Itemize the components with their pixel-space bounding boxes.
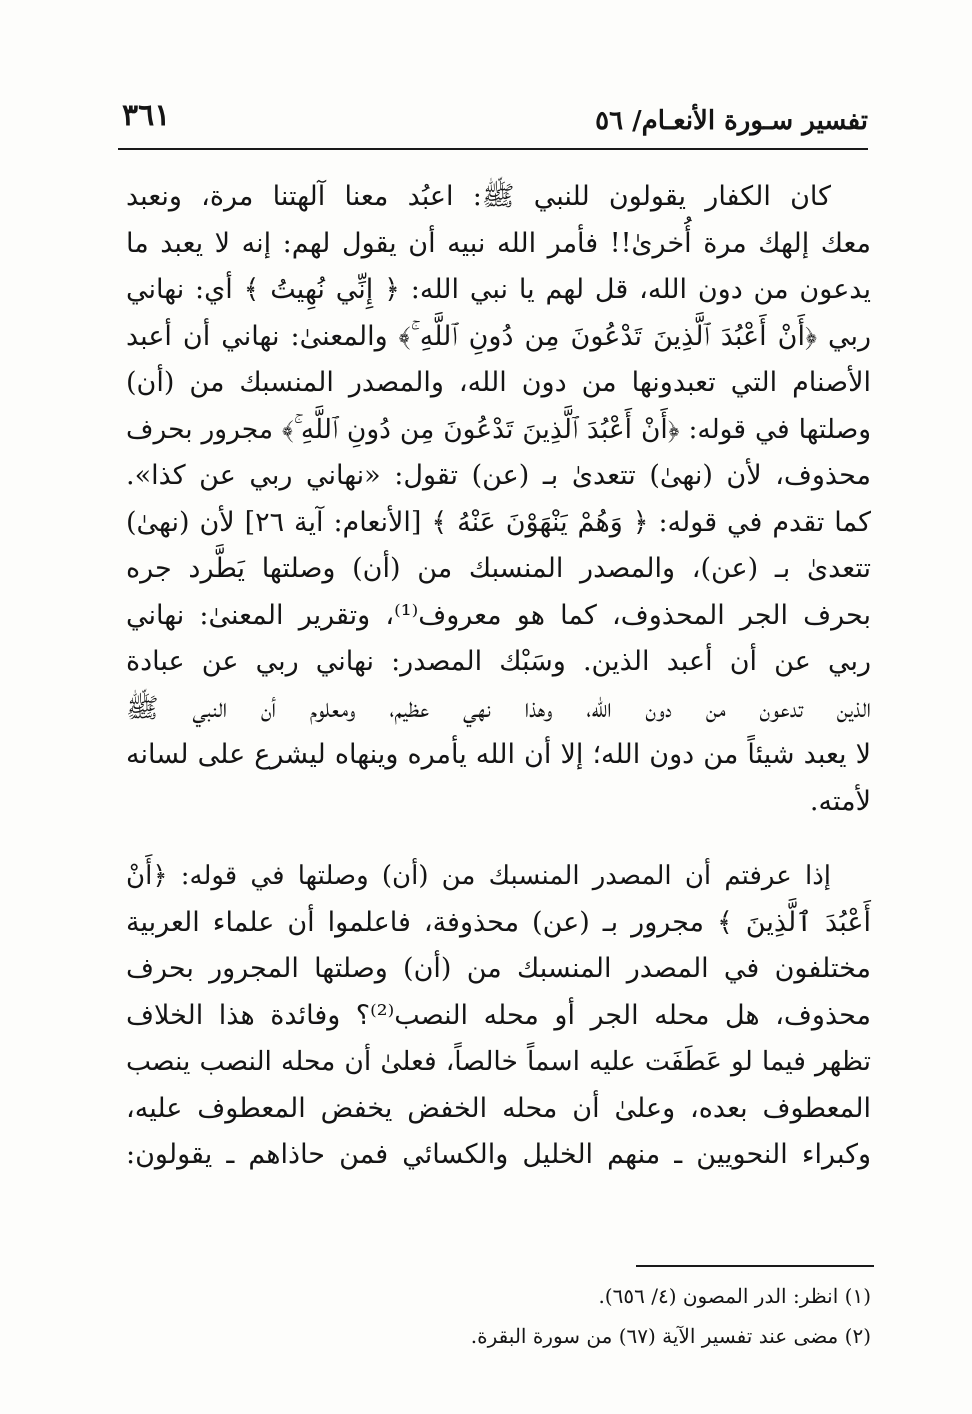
- text-line: الأصنام التي تعبدونها من دون الله، والمصدر المنسبك من (أن): [126, 367, 871, 398]
- text-line: وكبراء النحويين ـ منهم الخليل والكسائي فمن حاذاهم ـ يقولون:: [126, 1139, 871, 1170]
- text-line: المعطوف بعده، وعلىٰ أن محله الخفض يخفض المعطوف عليه،: [126, 1092, 871, 1124]
- text-line: محذوف، هل محله الجر أو محله النصب⁽²⁾؟ وفائدة هذا الخلاف: [126, 999, 872, 1031]
- text-line: محذوف، لأن (نهىٰ) تتعدىٰ بـ (عن) تقول: «نهاني ربي عن كذا».: [126, 460, 871, 491]
- text-line: الذين تدعون من دون الله، وهذا نهي عظيم، ومعلوم أن النبي ﷺ: [126, 692, 871, 724]
- paragraph-2: [126, 853, 871, 1179]
- text-line: وصلتها في قوله: ﴿أَنْ أَعْبُدَ ٱلَّذِينَ تَدْعُونَ مِن دُونِ ٱللَّهِ ۚ﴾ مجرور بحرف: [126, 413, 871, 445]
- page-number: ٣٦١: [122, 98, 171, 133]
- text-line: ربي ﴿أَنْ أَعْبُدَ ٱلَّذِينَ تَدْعُونَ مِن دُونِ ٱللَّهِ ۚ﴾ والمعنىٰ: نهاني أن أعبد: [126, 320, 871, 352]
- paragraph-1: [126, 174, 871, 825]
- text-line: تتعدىٰ بـ (عن)، والمصدر المنسبك من (أن) وصلتها يَطَّرد جره: [126, 553, 871, 584]
- text-line: معك إلهك مرة أُخرىٰ!! فأمر الله نبيه أن يقول لهم: إنه لا يعبد ما: [126, 227, 871, 259]
- footnotes: [126, 1276, 871, 1356]
- text-line: ربي عن أن أعبد الذين. وسَبْك المصدر: نهاني ربي عن عبادة: [126, 646, 871, 677]
- text-line: لأمته.: [809, 785, 871, 817]
- text-line: بحرف الجر المحذوف، كما هو معروف⁽¹⁾، وتقرير المعنىٰ: نهاني: [126, 599, 871, 631]
- text-line: لا يعبد شيئاً من دون الله؛ إلا أن الله يأمره وينهاه ليشرع على لسانه: [126, 739, 871, 770]
- page-header: [118, 96, 868, 146]
- text-line: أَعْبُدَ ٱلَّذِينَ ﴾ مجرور بـ (عن) محذوفة، فاعلموا أن علماء العربية: [126, 906, 871, 938]
- text-line: كان الكفار يقولون للنبي ﷺ: اعبُد معنا آلهتنا مرة، ونعبد: [126, 181, 831, 212]
- main-text: [126, 174, 871, 1179]
- running-head: تفسير سـورة الأنعـام/ ٥٦: [595, 106, 868, 136]
- header-rule: [118, 148, 868, 150]
- text-line: كما تقدم في قوله: ﴿ وَهُمْ يَنْهَوْنَ عَنْهُ ﴾ [الأنعام: آية ٢٦] لأن (نهىٰ): [126, 506, 871, 538]
- footnote-2: (٢) مضى عند تفسير الآية (٦٧) من سورة البقرة.: [470, 1324, 871, 1348]
- text-line: مختلفون في المصدر المنسبك من (أن) وصلتها المجرور بحرف: [126, 953, 871, 984]
- footnote-1: (١) انظر: الدر المصون (٤/ ٦٥٦).: [598, 1284, 871, 1308]
- text-line: يدعون من دون الله، قل لهم يا نبي الله: ﴿ إِنِّي نُهِيتُ ﴾ أي: نهاني: [126, 274, 871, 305]
- text-line: إذا عرفتم أن المصدر المنسبك من (أن) وصلتها في قوله: ﴿أَنْ: [126, 861, 831, 891]
- text-line: تظهر فيما لو عَطَفَت عليه اسماً خالصاً، فعلىٰ أن محله النصب ينصب: [126, 1046, 871, 1077]
- footnote-rule: [636, 1265, 874, 1267]
